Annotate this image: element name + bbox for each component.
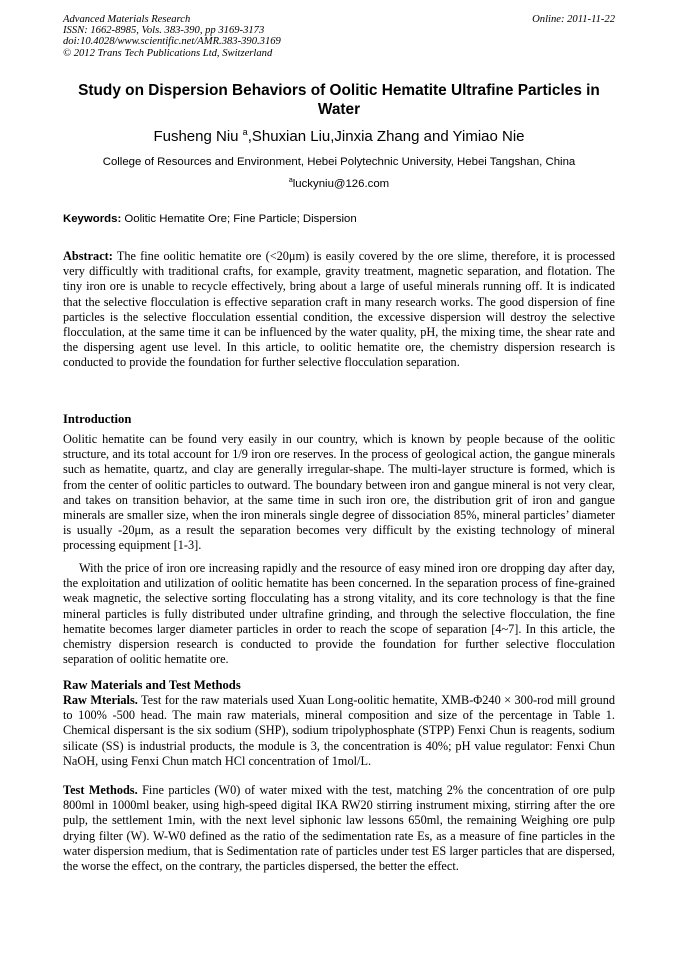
email-sup: a [288, 177, 293, 184]
author-sup: a [242, 127, 248, 137]
test-methods-paragraph [63, 783, 615, 874]
doi-line: doi:10.4028/www.scientific.net/AMR.383-390.3169 [63, 36, 281, 48]
author-list [40, 128, 638, 146]
raw-materials-text: Test for the raw materials used Xuan Long-oolitic hematite, XMB-Φ240 × 300-rod mill ground to 100% -500 head. The main raw materials, mineral composition and size of the percentage in Table 1. Chemical dispersant is the six sodium (SHP), sodium tripolyphosphate (STPP) Fenxi Chun is reagents, sodium silicate (SS) is industrial products, the module is 3, the concentration is 40%; pH value regulator: Fenxi Chun NaOH, using Fenxi Chun match HCl concentration of 1mol/L. [63, 693, 615, 768]
abstract [63, 249, 615, 371]
raw-materials-label: Raw Mterials. [63, 693, 138, 707]
issn-line: ISSN: 1662-8985, Vols. 383-390, pp 3169-3173 [63, 25, 265, 37]
journal-header [63, 14, 393, 59]
author-first: Fusheng Niu [153, 128, 243, 145]
keywords-label: Keywords: [63, 213, 122, 225]
journal-name: Advanced Materials Research [63, 14, 191, 25]
abstract-text: The fine oolitic hematite ore (<20μm) is easily covered by the ore slime, therefore, it is processed very difficultly with traditional crafts, for example, gravity treatment, magnetic separation, and flotation. The tiny iron ore is unable to recycle effectively, bring about a large of useful minerals running off. It is indicated that the selective flocculation is effective separation craft in many research works. The good dispersion of fine particles is the selective flocculation essential condition, the excessive dispersion will destroy the selective flocculation, at the same time it can be influenced by the water quality, pH, the mixing time, the shear rate and the dispersing agent use level. In this article, to oolitic hematite ore, the chemistry dispersion research is conducted to provide the foundation for further selective flocculation separation. [63, 249, 615, 370]
copyright-line: © 2012 Trans Tech Publications Ltd, Switzerland [63, 47, 273, 59]
intro-paragraph-1: Oolitic hematite can be found very easily in our country, which is known by people because of the oolitic structure, and its total account for 1/9 iron ore reserves. In the process of geological action, the gangue minerals such as hematite, quartz, and clay are generally irregular-shape. The multi-layer structure is formed, which is from the center of oolitic particles to outward. The boundary between iron and gangue mineral is not very clear, and takes on transition behavior, at the same time in such iron ore, the distribution grit of iron and gangue minerals are smaller size, when the iron minerals single degree of dissociation 85%, mineral particles’ diameter is usually -20μm, as a result the separation becomes very difficult by the existing technology of mineral processing equipment [1-3]. [63, 432, 615, 553]
section-heading-introduction: Introduction [63, 412, 132, 426]
test-methods-label: Test Methods. [63, 783, 138, 797]
keywords-text: Oolitic Hematite Ore; Fine Particle; Dispersion [121, 213, 357, 225]
affiliation: College of Resources and Environment, Hebei Polytechnic University, Hebei Tangshan, China [102, 156, 576, 168]
raw-materials-paragraph [63, 693, 615, 769]
intro-paragraph-2: With the price of iron ore increasing rapidly and the resource of easy mined iron ore dropping day after day, the exploitation and utilization of oolitic hematite has been concerned. In the separation process of fine-grained weak magnetic, the selective sorting flocculating has a strong vitality, and its core technology is that the fine mineral particles is fully distributed under ultrafine grinding, and through the selective flocculation, the fine hematite becomes larger diameter particles in order to reach the scope of separation [4~7]. In this article, the chemistry dispersion research is conducted to provide the foundation for further selective flocculation separation of oolitic hematite ore. [63, 561, 615, 667]
online-date: Online: 2011-11-22 [532, 14, 615, 25]
keywords [63, 212, 623, 226]
test-methods-text: Fine particles (W0) of water mixed with the test, matching 2% the concentration of ore pulp 800ml in 1000ml beaker, using high-speed digital IKA RW20 stirring instrument mixing, stirring after the ore pulp, the settlement 1min, with the next level siphonic law lessons 650ml, the remaining Weighing ore pulp drying filter (W). W-W0 defined as the ratio of the sedimentation rate Es, as a measure of fine particles in the water dispersion medium, that is Sedimentation rate of particles under test ES larger particles that are dispersed, the worse the effect, on the contrary, the particles dispersed, the better the effect. [63, 783, 615, 874]
author-email [40, 177, 638, 191]
section-heading-methods: Raw Materials and Test Methods [63, 678, 241, 692]
author-rest: ,Shuxian Liu,Jinxia Zhang and Yimiao Nie [247, 128, 525, 145]
email-address[interactable]: luckyniu@126.com [292, 178, 390, 190]
abstract-label: Abstract: [63, 249, 113, 263]
paper-title: Study on Dispersion Behaviors of Oolitic Hematite Ultrafine Particles in Water [78, 82, 600, 118]
